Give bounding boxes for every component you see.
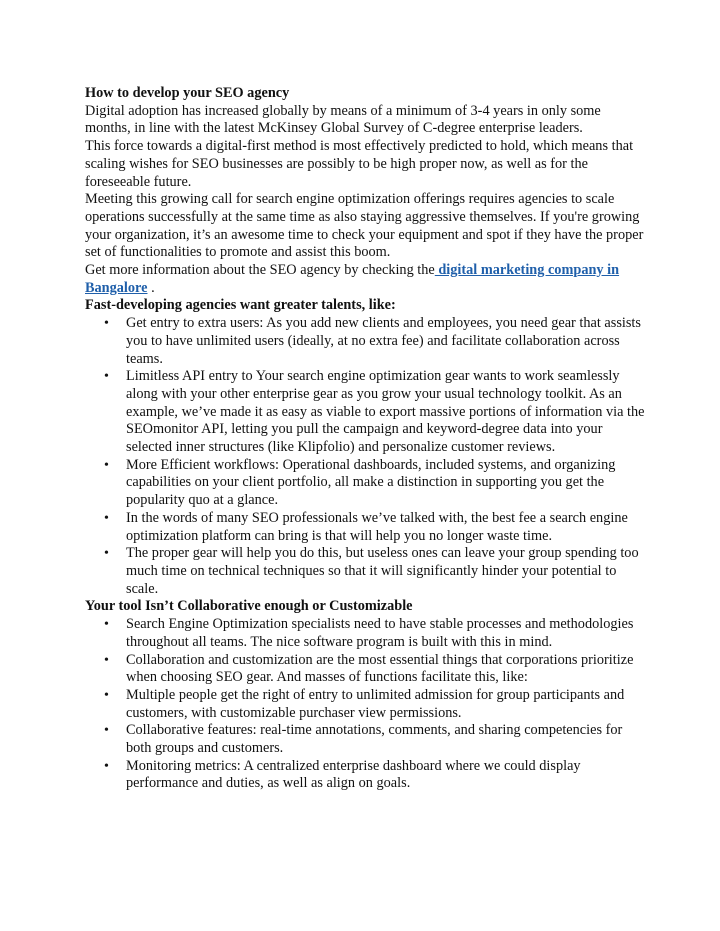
bullet-icon: • bbox=[104, 652, 109, 668]
bullet-icon: • bbox=[104, 687, 109, 703]
digital-marketing-link[interactable]: digital marketing company in Bangalore bbox=[85, 262, 620, 296]
bullet-list-talents bbox=[85, 315, 645, 598]
list-item-text: More Efficient workflows: Operational dashboards, included systems, and organizing capabilities on your client portfolio, all make a distinction in supporting you get the popularity quo at a glance. bbox=[126, 456, 616, 509]
section-heading-collaborative: Your tool Isn’t Collaborative enough or Customizable bbox=[85, 598, 413, 615]
bullet-icon: • bbox=[104, 369, 109, 385]
list-item-text: Collaboration and customization are the most essential things that corporations prioritize when choosing SEO gear. And masses of functions facilitate this, like: bbox=[126, 651, 634, 686]
bullet-icon: • bbox=[104, 510, 109, 526]
list-item bbox=[85, 510, 645, 545]
list-item-text: Collaborative features: real-time annotations, comments, and sharing competencies for both groups and customers. bbox=[126, 722, 623, 757]
list-item-text: Get entry to extra users: As you add new clients and employees, you need gear that assists you to have unlimited users (ideally, at no extra fee) and facilitate collaboration across teams. bbox=[126, 315, 641, 367]
list-item-text: Search Engine Optimization specialists need to have stable processes and methodologies throughout all teams. The nice software program is built with this in mind. bbox=[126, 616, 634, 650]
list-item bbox=[85, 616, 645, 651]
list-item-text: In the words of many SEO professionals we’ve talked with, the best fee a search engine optimization platform can bring is that will help you no longer waste time. bbox=[126, 509, 628, 544]
list-item bbox=[85, 652, 645, 687]
bullet-list-collaboration bbox=[85, 616, 645, 793]
bullet-icon: • bbox=[104, 457, 109, 473]
paragraph-digital-first: This force towards a digital-first method is most effectively predicted to hold, which means that scaling wishes for SEO businesses are possibly to be high proper now, as well as for the foreseeable future. bbox=[85, 138, 634, 190]
list-item bbox=[85, 545, 645, 598]
list-item bbox=[85, 758, 645, 793]
paragraph-more-info bbox=[85, 262, 645, 297]
list-item bbox=[85, 457, 645, 510]
more-info-tail: . bbox=[147, 279, 155, 296]
list-item-text: Limitless API entry to Your search engine optimization gear wants to work seamlessly along with your other enterprise gear as you grow your usual technology toolkit. As an example, we’ve made it as easy as viable to export massive portions of information via the SEOmonitor API, letting you pull the campaign and keyword-degree data into your selected inner structures (like Klipfolio) and personalize customer reviews. bbox=[126, 368, 645, 456]
list-item-text: The proper gear will help you do this, but useless ones can leave your group spending too much time on technical techniques so that it will significantly hinder your potential to scale. bbox=[126, 545, 639, 597]
paragraph-growing-demand: Meeting this growing call for search engine optimization offerings requires agencies to scale operations successfully at the same time as also staying aggressive themselves. If you're growing your organization, it’s an awesome time to check your equipment and spot if they have the proper set of functionalities to promote and assist this boom. bbox=[85, 191, 644, 261]
document-page bbox=[85, 85, 645, 793]
bullet-icon: • bbox=[104, 723, 109, 739]
list-item-text: Monitoring metrics: A centralized enterprise dashboard where we could display performance and duties, as well as align on goals. bbox=[126, 757, 581, 792]
section-heading-fast-developing: Fast-developing agencies want greater talents, like: bbox=[85, 297, 396, 314]
section-heading-seo-agency: How to develop your SEO agency bbox=[85, 85, 290, 101]
bullet-icon: • bbox=[104, 617, 109, 633]
list-item bbox=[85, 687, 645, 722]
list-item bbox=[85, 368, 645, 457]
list-item bbox=[85, 722, 645, 757]
list-item bbox=[85, 315, 645, 368]
bullet-icon: • bbox=[104, 546, 109, 562]
list-item-text: Multiple people get the right of entry to unlimited admission for group participants and customers, with customizable purchaser view permissions. bbox=[126, 686, 625, 721]
bullet-icon: • bbox=[104, 316, 109, 332]
more-info-text: Get more information about the SEO agency by checking the bbox=[85, 262, 435, 279]
bullet-icon: • bbox=[104, 758, 109, 774]
paragraph-digital-adoption: Digital adoption has increased globally by means of a minimum of 3-4 years in only some months, in line with the latest McKinsey Global Survey of C-degree enterprise leaders. bbox=[85, 102, 601, 137]
